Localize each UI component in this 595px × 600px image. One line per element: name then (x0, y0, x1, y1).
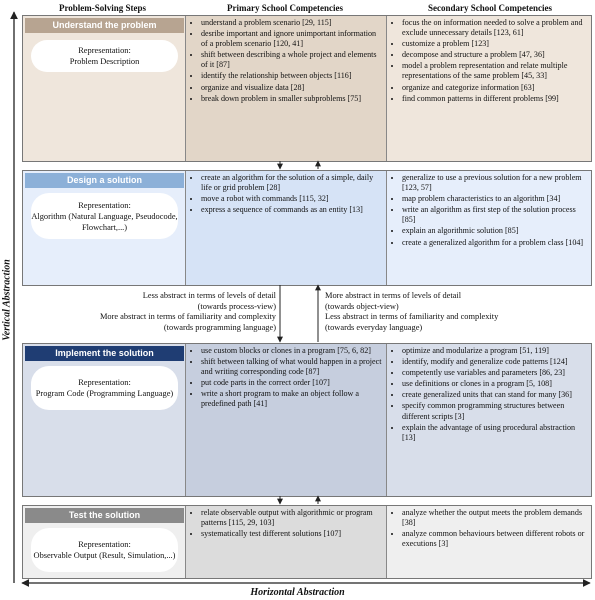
stage-title: Test the solution (25, 508, 184, 523)
primary-list (186, 16, 386, 104)
left-transition-caption (30, 291, 276, 333)
list-item: • map problem characteristics to an algorithm [34] (402, 194, 587, 204)
representation-pill (31, 528, 178, 572)
list-item: • explain the advantage of using procedural abstraction [13] (402, 423, 587, 443)
list-item: • identify, modify and generalize code patterns [124] (402, 357, 587, 367)
representation-value: Algorithm (Natural Language, Pseudocode, Flowchart,...) (31, 211, 178, 232)
list-item: • use definitions or clones in a program [5, 108] (402, 379, 587, 389)
stage-design (22, 170, 592, 286)
list-item: • relate observable output with algorithmic or program patterns [115, 29, 103] (201, 508, 382, 528)
list-item: • organize and visualize data [28] (201, 83, 382, 93)
list-item: • explain an algorithmic solution [85] (402, 226, 587, 236)
list-item: • create a generalized algorithm for a problem class [104] (402, 238, 587, 248)
list-item: • shift between describing a whole project and elements of it [87] (201, 50, 382, 70)
list-item: • organize and categorize information [63] (402, 83, 587, 93)
representation-value: Observable Output (Result, Simulation,...) (33, 551, 176, 560)
representation-value: Program Code (Programming Language) (35, 389, 174, 398)
list-item: • desribe important and ignore unimportant information of a problem scenario [120, 41] (201, 29, 382, 49)
list-item: • understand a problem scenario [29, 115] (201, 18, 382, 28)
representation-label: Representation: (78, 200, 131, 210)
secondary-list (387, 171, 591, 248)
horizontal-axis-label: Horizontal Abstraction (250, 587, 345, 598)
vertical-axis-label: Vertical Abstraction (1, 259, 13, 341)
list-item: • express a sequence of commands as an entity [13] (201, 205, 382, 215)
secondary-cell (386, 506, 591, 578)
header-steps: Problem-Solving Steps (58, 3, 147, 13)
list-item: • model a problem representation and relate multiple representations of the same problem [45, 33] (402, 61, 587, 81)
caption-line: Less abstract in terms of levels of detail (142, 291, 276, 300)
caption-line: (towards process-view) (197, 301, 276, 311)
caption-line: Less abstract in terms of familiarity and complexity (325, 312, 499, 321)
primary-cell (185, 16, 386, 161)
representation-pill (31, 193, 178, 239)
secondary-cell (386, 171, 591, 285)
list-item: • specify common programming structures between different scripts [3] (402, 401, 587, 421)
caption-line: More abstract in terms of familiarity and complexity (99, 312, 276, 321)
list-item: • analyze common behaviours between different robots or executions [3] (402, 529, 587, 549)
stage-title: Implement the solution (25, 346, 184, 361)
secondary-cell (386, 16, 591, 161)
list-item: • analyze whether the output meets the problem demands [38] (402, 508, 587, 528)
secondary-cell (386, 344, 591, 496)
list-item: • shift between talking of what would happen in a project and writing corresponding code [87] (201, 357, 382, 377)
stage-understand (22, 15, 592, 162)
list-item: • competently use variables and parameters [86, 23] (402, 368, 587, 378)
list-item: • optimize and modularize a program [51, 119] (402, 346, 587, 356)
stage-title: Understand the problem (25, 18, 184, 33)
primary-cell (185, 171, 386, 285)
header-primary: Primary School Competencies (227, 3, 343, 13)
list-item: • write a short program to make an object follow a predefined path [41] (201, 389, 382, 409)
header-secondary: Secondary School Competencies (428, 3, 552, 13)
list-item: • put code parts in the correct order [107] (201, 378, 382, 388)
list-item: • write an algorithm as first step of the solution process [85] (402, 205, 587, 225)
representation-label: Representation: (78, 378, 131, 387)
list-item: • focus the on information needed to solve a problem and exclude unnecessary details [123, 61] (402, 18, 587, 38)
list-item: • create generalized units that can stand for many [36] (402, 390, 587, 400)
list-item: • create an algorithm for the solution of a simple, daily life or grid problem [28] (201, 173, 382, 193)
representation-value: Problem Description (69, 57, 140, 66)
secondary-list (387, 16, 591, 104)
list-item: • identify the relationship between objects [116] (201, 71, 382, 81)
secondary-list (387, 344, 591, 443)
stage-test (22, 505, 592, 579)
primary-list (186, 344, 386, 410)
secondary-list (387, 506, 591, 549)
list-item: • use custom blocks or clones in a program [75, 6, 82] (201, 346, 382, 356)
caption-line: (towards programming language) (163, 322, 276, 332)
primary-list (186, 171, 386, 215)
list-item: • systematically test different solutions [107] (201, 529, 382, 539)
representation-pill (31, 366, 178, 410)
primary-cell (185, 506, 386, 578)
representation-label: Representation: (78, 540, 131, 549)
list-item: • decompose and structure a problem [47, 36] (402, 50, 587, 60)
list-item: • move a robot with commands [115, 32] (201, 194, 382, 204)
caption-line: (towards object-view) (325, 301, 399, 311)
stage-title: Design a solution (25, 173, 184, 188)
representation-label: Representation: (78, 46, 131, 55)
primary-list (186, 506, 386, 539)
primary-cell (185, 344, 386, 496)
list-item: • customize a problem [123] (402, 39, 587, 49)
representation-pill (31, 40, 178, 72)
list-item: • generalize to use a previous solution for a new problem [123, 57] (402, 173, 587, 193)
right-transition-caption (325, 291, 585, 333)
stage-implement (22, 343, 592, 497)
list-item: • break down problem in smaller subproblems [75] (201, 94, 382, 104)
list-item: • find common patterns in different problems [99] (402, 94, 587, 104)
caption-line: More abstract in terms of levels of detail (325, 291, 462, 300)
caption-line: (towards everyday language) (325, 322, 423, 332)
